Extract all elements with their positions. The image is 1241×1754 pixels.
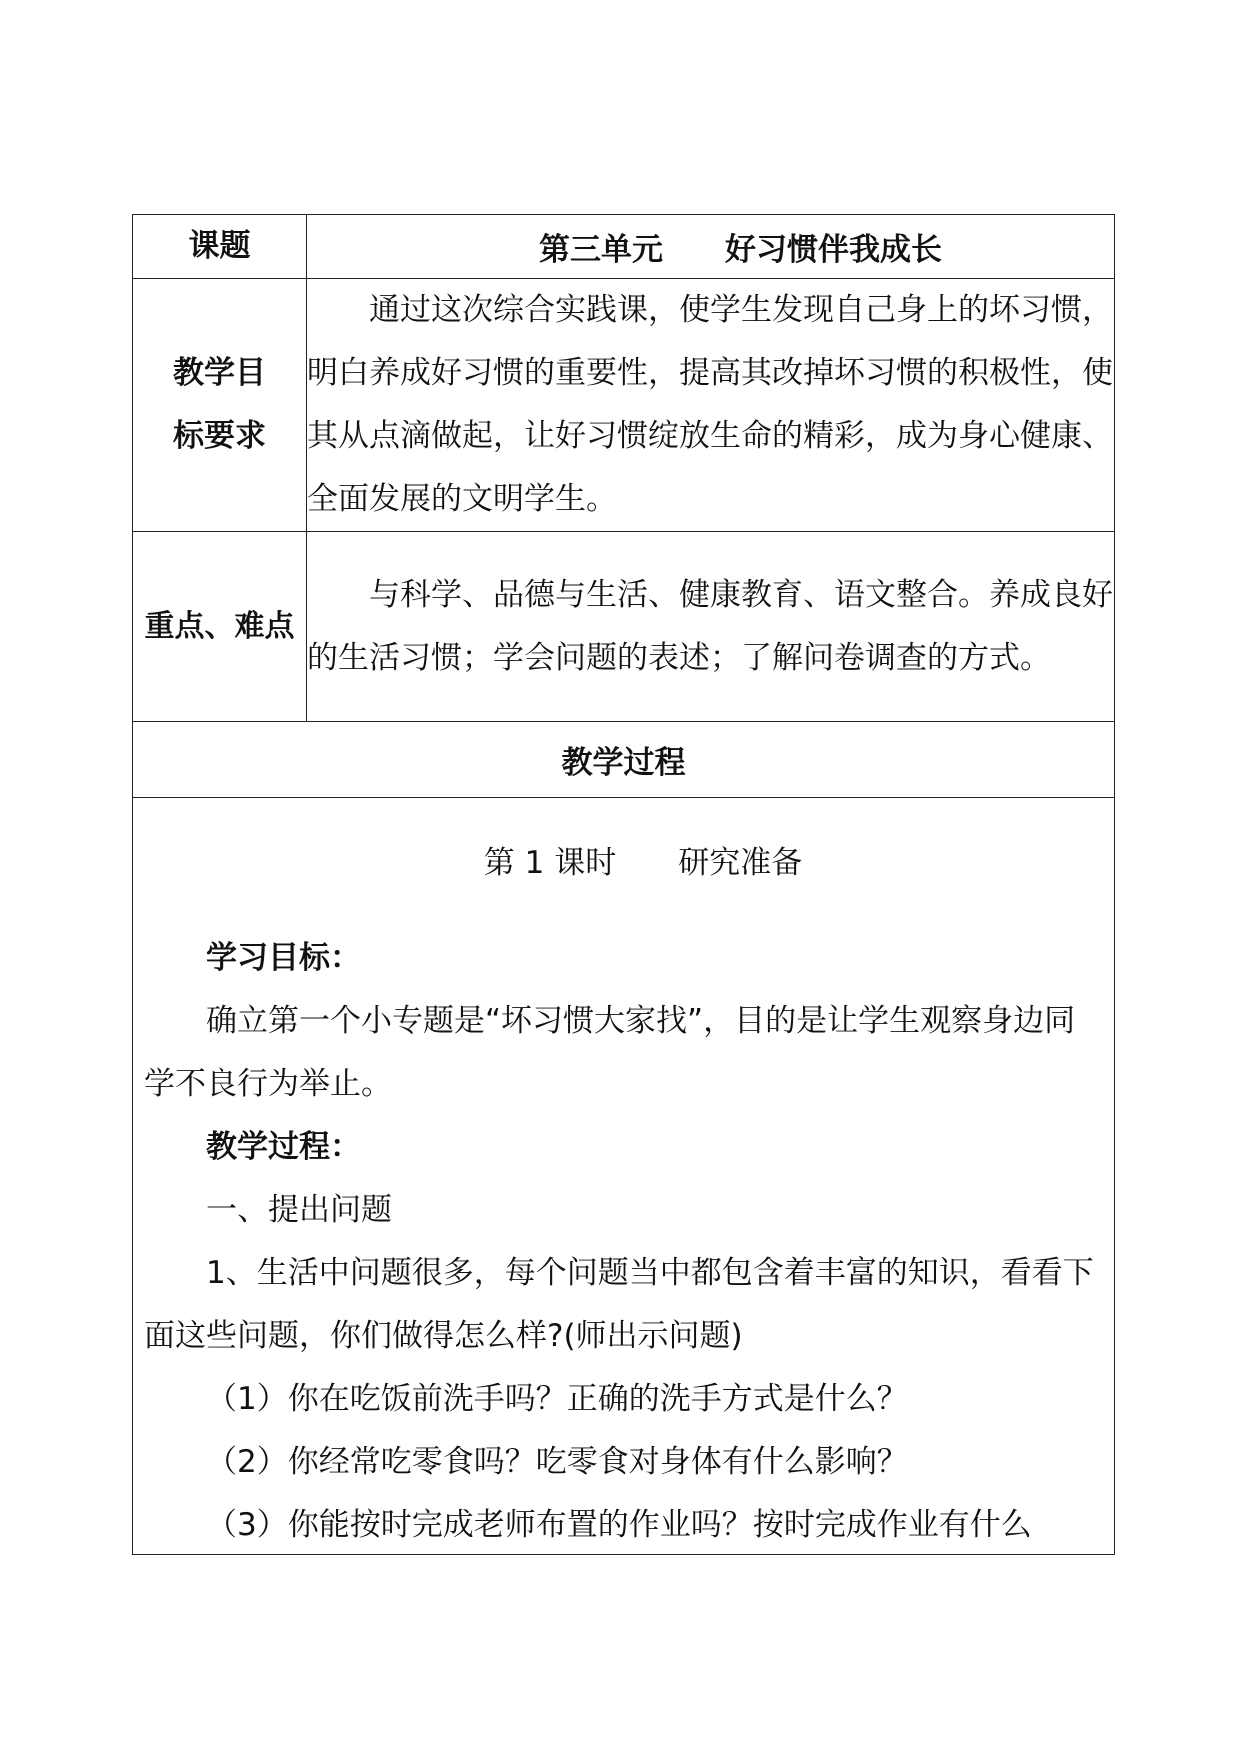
goal-text: 确立第一个小专题是“坏习惯大家找”，目的是让学生观察身边同学不良行为举止。 (144, 1003, 1076, 1102)
topic-label: 课题 (133, 215, 307, 279)
step1-text: 1、生活中问题很多，每个问题当中都包含着丰富的知识，看看下面这些问题，你们做得怎么样?(师出示问题) (144, 1255, 1094, 1354)
question-1: （1）你在吃饭前洗手吗？正确的洗手方式是什么？ (206, 1381, 908, 1417)
objective-label-line2: 标要求 (173, 418, 266, 454)
process-body-cell (133, 798, 1115, 1555)
objective-text: 通过这次综合实践课，使学生发现自己身上的坏习惯，明白养成好习惯的重要性，提高其改掉坏习惯的积极性，使其从点滴做起，让好习惯绽放生命的精彩，成为身心健康、全面发展的文明学生。 (307, 279, 1115, 532)
question-3: （3）你能按时完成老师布置的作业吗？按时完成作业有什么 (206, 1507, 1032, 1543)
topic-row (133, 215, 1115, 279)
process-header: 教学过程 (133, 722, 1115, 798)
key-points-row (133, 532, 1115, 722)
lesson-title: 第 1 课时 研究准备 (483, 845, 803, 881)
process-header-row (133, 722, 1115, 798)
question-2: （2）你经常吃零食吗？吃零食对身体有什么影响？ (206, 1444, 908, 1480)
process-heading: 教学过程： (206, 1129, 361, 1165)
topic-value: 第三单元 好习惯伴我成长 (307, 215, 1115, 279)
process-body (133, 798, 1114, 1554)
process-body-row (133, 798, 1115, 1555)
lesson-plan-table (132, 214, 1115, 1555)
goal-heading: 学习目标： (206, 940, 361, 976)
key-points-label: 重点、难点 (133, 532, 307, 722)
step1-heading: 一、提出问题 (206, 1192, 392, 1228)
key-points-text: 与科学、品德与生活、健康教育、语文整合。养成良好的生活习惯；学会问题的表述；了解问卷调查的方式。 (307, 532, 1115, 722)
objective-row (133, 279, 1115, 532)
objective-label (133, 279, 307, 532)
objective-label-line1: 教学目 (173, 355, 266, 391)
